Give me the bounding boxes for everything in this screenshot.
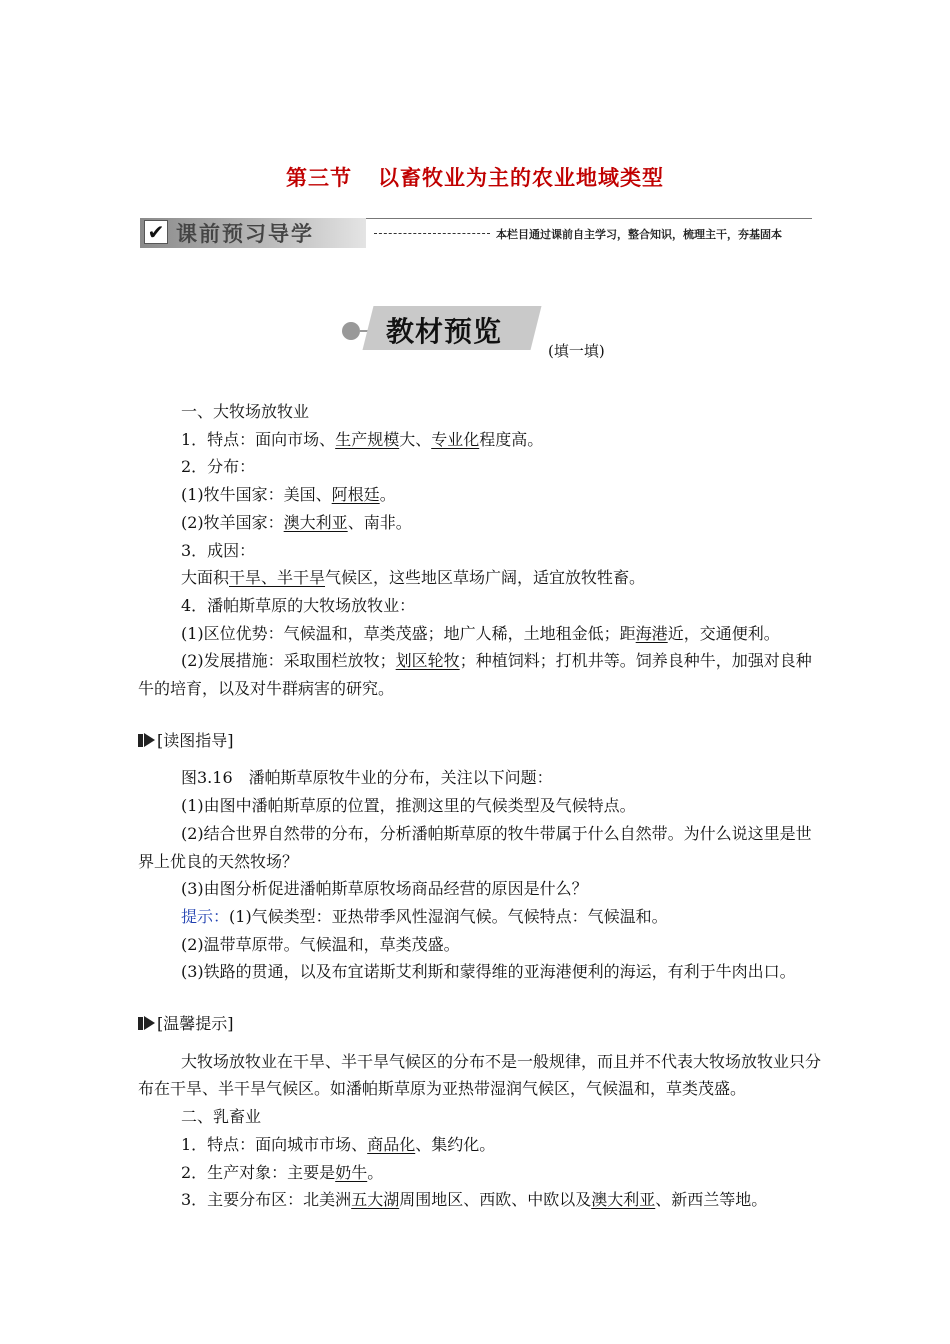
tag-label: [读图指导] [157, 730, 234, 750]
para-tip: 大牧场放牧业在干旱、半干旱气候区的分布不是一般规律，而且并不代表大牧场放牧业只分布在干旱、半干旱气候区。如潘帕斯草原为亚热带湿润气候区，气候温和，草类茂盛。 [138, 1051, 822, 1099]
para-advantages [138, 620, 822, 648]
text: 周围地区、西欧、中欧以及 [399, 1190, 592, 1210]
reading-guide-tag [138, 727, 822, 755]
tag-label: [温馨提示] [157, 1014, 234, 1034]
text: 气候区，这些地区草场广阔，适宜放牧牲畜。 [325, 568, 646, 588]
text: 2．生产对象：主要是 [181, 1162, 336, 1182]
text: 。 [367, 1162, 384, 1182]
text: (1)牧牛国家：美国、 [181, 485, 332, 505]
banner-label: 课前预习导学 [176, 222, 314, 246]
text: ；种植饲料；打机井等。饲养良种牛，加强对良种牛的培育，以及对牛群病害的研究。 [138, 651, 812, 699]
para-q3: (3)由图分析促进潘帕斯草原牧场商品经营的原因是什么？ [181, 879, 588, 899]
text: 大面积 [181, 568, 230, 588]
answer: 澳大利亚 [591, 1190, 656, 1210]
para-distribution: 2．分布： [181, 457, 256, 477]
para-cause [138, 564, 822, 592]
para-pampas: 4．潘帕斯草原的大牧场放牧业： [181, 595, 416, 615]
para-q2: (2)结合世界自然带的分布，分析潘帕斯草原的牧牛带属于什么自然带。为什么说这里是世界上优良的天然牧场？ [138, 823, 812, 871]
section-banner [140, 216, 812, 254]
para-sheep [138, 509, 822, 537]
hint-label: 提示： [181, 906, 230, 926]
para-a3: (3)铁路的贯通，以及布宜诺斯艾利斯和蒙得维的亚海港便利的海运，有利于牛肉出口。 [181, 962, 796, 982]
banner-top-rule [366, 218, 812, 219]
answer: 划区轮牧 [395, 651, 460, 671]
para-q1: (1)由图中潘帕斯草原的位置，推测这里的气候类型及气候特点。 [181, 796, 636, 816]
para-cause-heading: 3．成因： [181, 540, 256, 560]
warm-tip-tag [138, 1010, 822, 1038]
para-dairy-features [138, 1131, 822, 1159]
text: (1)区位优势：气候温和，草类茂盛；地广人稀，土地租金低；距 [181, 623, 636, 643]
text: 。 [379, 485, 396, 505]
main-content [138, 398, 822, 1214]
text: 、集约化。 [415, 1134, 496, 1154]
title-part2: 以畜牧业为主的农业地域类型 [378, 165, 664, 190]
text: 大、 [399, 429, 432, 449]
answer: 专业化 [431, 429, 480, 449]
text: 、新西兰等地。 [655, 1190, 768, 1210]
para-a2: (2)温带草原带。气候温和，草类茂盛。 [181, 934, 460, 954]
banner-dashed-line [374, 233, 490, 234]
text: 1．特点：面向市场、 [181, 429, 336, 449]
text: (2)发展措施：采取围栏放牧； [181, 651, 396, 671]
text: 程度高。 [479, 429, 544, 449]
text: (2)牧羊国家： [181, 512, 284, 532]
text: 3．主要分布区：北美洲 [181, 1190, 352, 1210]
para-dairy-object [138, 1159, 822, 1187]
check-icon: ✔ [144, 220, 168, 244]
para-figure: 图3.16 潘帕斯草原牧牛业的分布，关注以下问题： [181, 768, 553, 788]
page-title [0, 162, 950, 192]
para-measures [138, 647, 822, 702]
text: (1)气候类型：亚热带季风性湿润气候。气候特点：气候温和。 [229, 906, 668, 926]
section-heading-sub: (填一填) [548, 342, 605, 360]
answer: 海港 [635, 623, 668, 643]
para-hint [138, 903, 822, 931]
answer: 五大湖 [351, 1190, 400, 1210]
answer: 阿根廷 [331, 485, 380, 505]
answer: 生产规模 [335, 429, 400, 449]
bullet-dot-icon [342, 322, 360, 340]
play-icon [138, 733, 155, 748]
answer: 商品化 [367, 1134, 416, 1154]
section-heading-label: 教材预览 [386, 315, 503, 348]
heading-2: 二、乳畜业 [181, 1107, 262, 1127]
banner-desc: 本栏目通过课前自主学习，整合知识，梳理主干，夯基固本 [496, 228, 782, 241]
heading-1: 一、大牧场放牧业 [181, 402, 310, 421]
section-heading [338, 306, 618, 362]
answer: 干旱、半干旱 [229, 568, 326, 588]
para-dairy-region [138, 1186, 822, 1214]
para-features [138, 426, 822, 454]
answer: 澳大利亚 [283, 512, 348, 532]
text: 、南非。 [347, 512, 412, 532]
answer: 奶牛 [335, 1162, 368, 1182]
text: 近，交通便利。 [667, 623, 780, 643]
para-cattle [138, 481, 822, 509]
text: 1．特点：面向城市市场、 [181, 1134, 368, 1154]
play-icon [138, 1016, 155, 1031]
title-part1: 第三节 [286, 165, 352, 190]
